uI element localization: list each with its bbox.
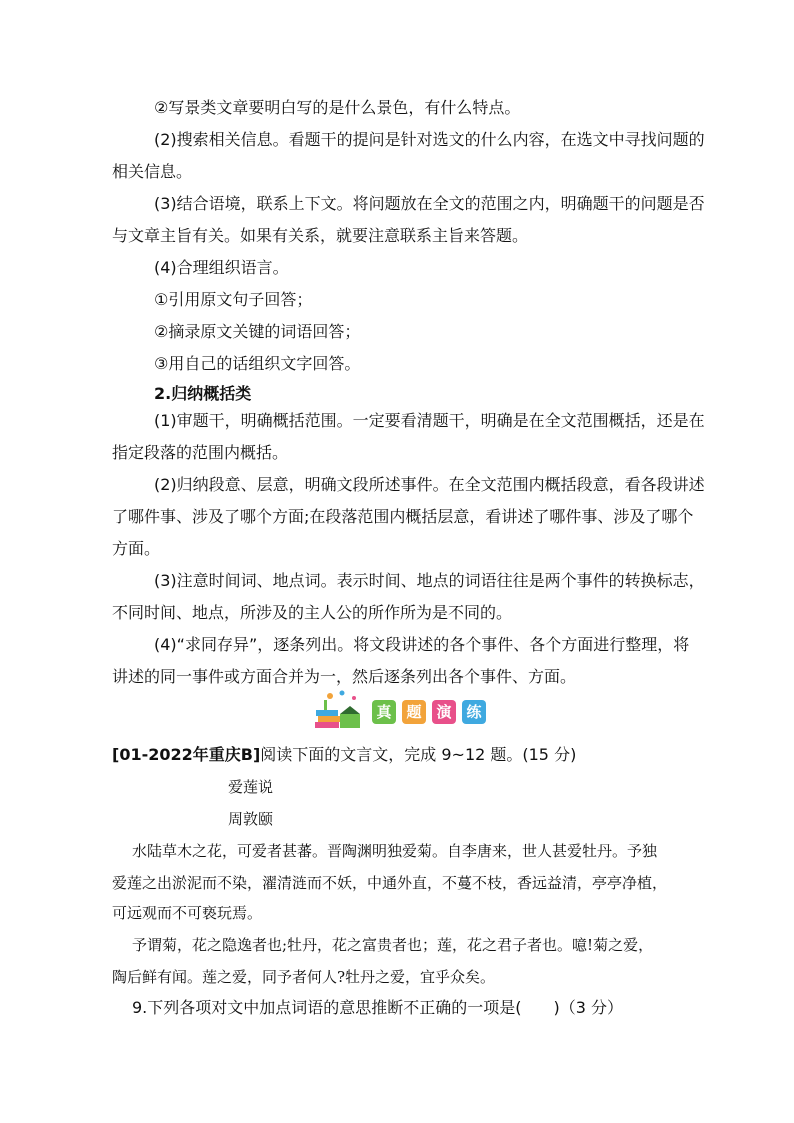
passage-line: 爱莲之出淤泥而不染，濯清涟而不妖，中通外直，不蔓不枝，香远益清，亭亭净植，	[112, 874, 668, 892]
text-line: 方面。	[112, 539, 161, 558]
banner-tile: 真	[372, 700, 396, 724]
question-9: 9.下列各项对文中加点词语的意思推断不正确的一项是( )（3 分）	[132, 998, 624, 1017]
poem-title: 爱莲说	[228, 778, 274, 796]
text-line: (1)审题干，明确概括范围。一定要看清题干，明确是在全文范围概括，还是在	[154, 411, 705, 430]
section-banner	[312, 688, 492, 732]
text-line: (2)归纳段意、层意，明确文段所述事件。在全文范围内概括段意，看各段讲述	[154, 475, 705, 494]
text-line: 讲述的同一事件或方面合并为一，然后逐条列出各个事件、方面。	[112, 667, 577, 686]
text-line: (3)结合语境，联系上下文。将问题放在全文的范围之内，明确题干的问题是否	[154, 194, 705, 213]
text-line: (2)搜索相关信息。看题干的提问是针对选文的什么内容，在选文中寻找问题的	[154, 130, 705, 149]
text-line: 了哪件事、涉及了哪个方面;在段落范围内概括层意，看讲述了哪件事、涉及了哪个	[112, 507, 694, 526]
passage-line: 可远观而不可亵玩焉。	[112, 904, 263, 922]
banner-tile: 演	[432, 700, 456, 724]
section-heading: 2.归纳概括类	[154, 384, 252, 403]
text-line: ②写景类文章要明白写的是什么景色，有什么特点。	[154, 98, 521, 117]
text-line: 相关信息。	[112, 162, 193, 181]
books-icon	[312, 688, 370, 732]
text-line: 与文章主旨有关。如果有关系，就要注意联系主旨来答题。	[112, 226, 529, 245]
passage-line: 予谓菊，花之隐逸者也;牡丹，花之富贵者也；莲，花之君子者也。噫!菊之爱，	[132, 936, 654, 954]
banner-tile: 练	[462, 700, 486, 724]
passage-line: 陶后鲜有闻。莲之爱，同予者何人?牡丹之爱，宜乎众矣。	[112, 968, 496, 986]
text-line: ②摘录原文关键的词语回答；	[154, 322, 361, 341]
exercise-instruction: 阅读下面的文言文，完成 9~12 题。(15 分)	[260, 745, 577, 764]
text-line: (3)注意时间词、地点词。表示时间、地点的词语往往是两个事件的转换标志，	[154, 571, 705, 590]
text-line: 指定段落的范围内概括。	[112, 443, 289, 462]
text-line: 不同时间、地点，所涉及的主人公的所作所为是不同的。	[112, 603, 513, 622]
text-line: ①引用原文句子回答；	[154, 290, 313, 309]
text-line: ③用自己的话组织文字回答。	[154, 354, 361, 373]
exercise-header	[112, 745, 576, 765]
text-line: (4)合理组织语言。	[154, 258, 289, 277]
passage-line: 水陆草木之花，可爱者甚蕃。晋陶渊明独爱菊。自李唐来，世人甚爱牡丹。予独	[132, 842, 658, 860]
poem-author: 周敦颐	[228, 810, 274, 828]
banner-tile: 题	[402, 700, 426, 724]
exercise-source: [01-2022年重庆B]	[112, 745, 261, 764]
text-line: (4)“求同存异”，逐条列出。将文段讲述的各个事件、各个方面进行整理，将	[154, 635, 690, 654]
